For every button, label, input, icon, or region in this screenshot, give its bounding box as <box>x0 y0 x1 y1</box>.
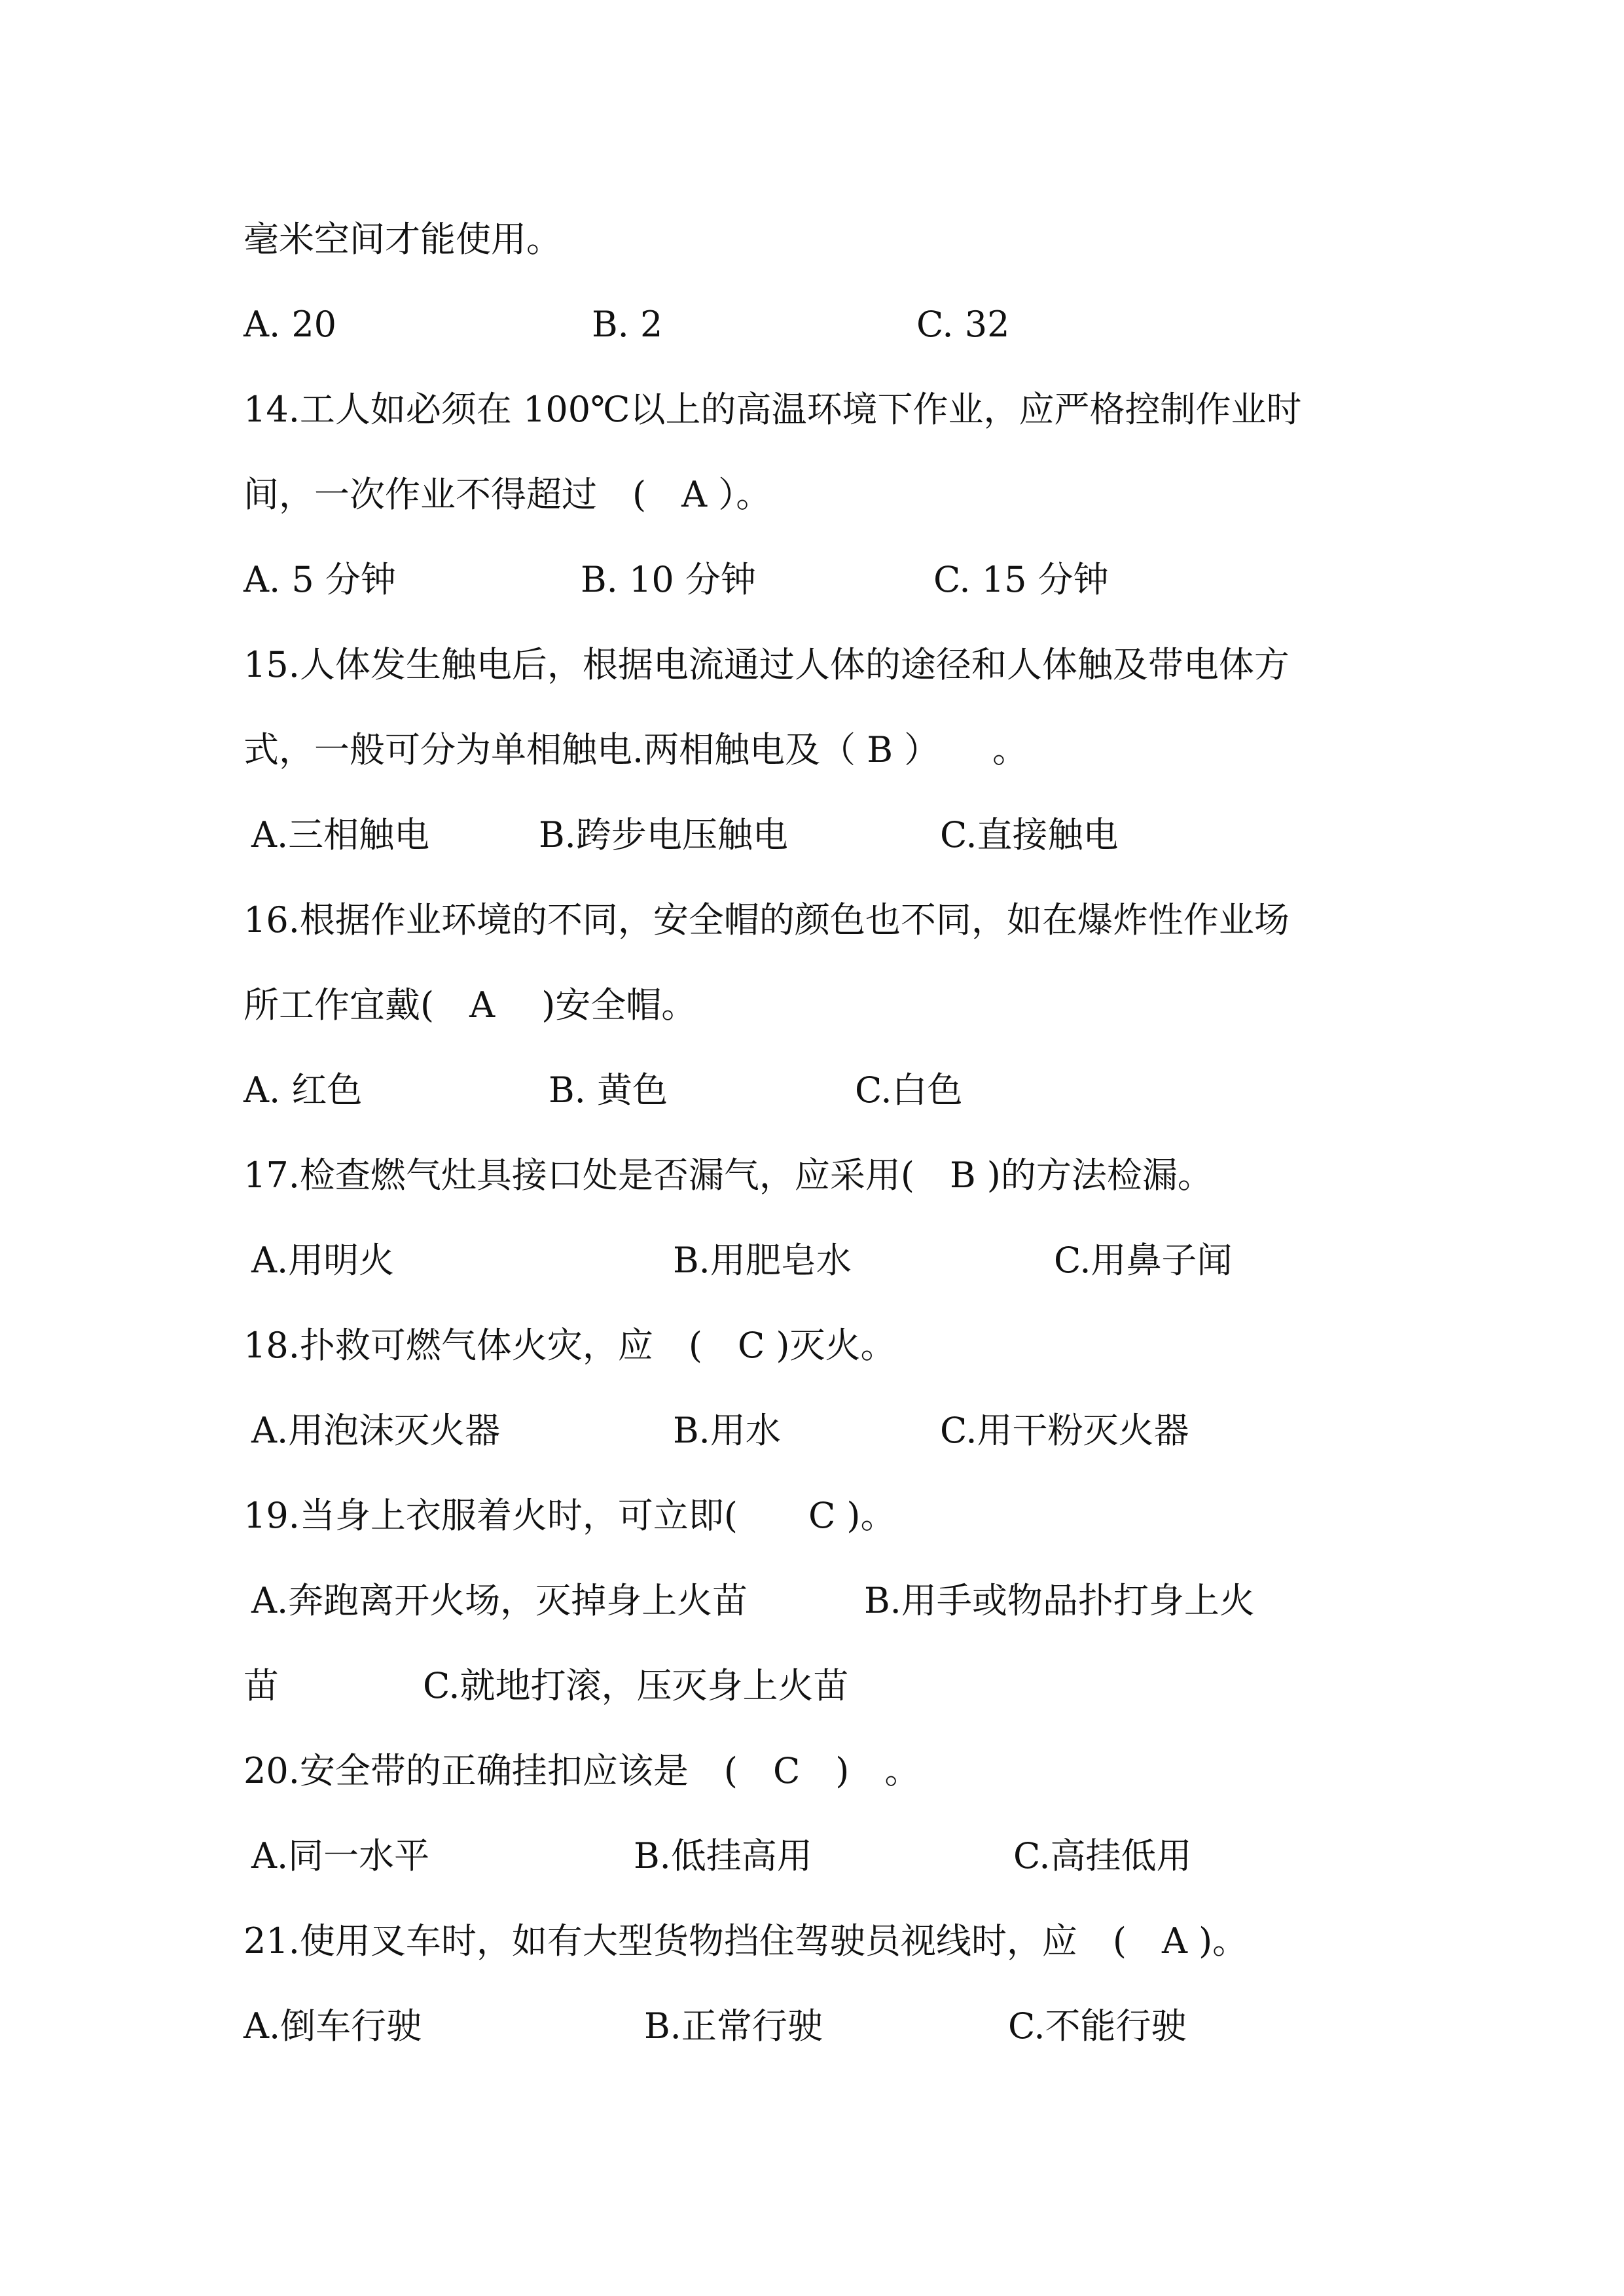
question-13-continuation: 毫米空间才能使用。 <box>244 219 562 260</box>
q19-option-c: C.就地打滚，压灭身上火苗 <box>423 1665 849 1706</box>
q15-option-b: B.跨步电压触电 <box>539 814 788 855</box>
q16-option-c: C.白色 <box>855 1069 963 1111</box>
q18-option-c: C.用干粉灭火器 <box>940 1410 1189 1451</box>
question-15-line-1: 15.人体发生触电后，根据电流通过人体的途径和人体触及带电体方 <box>244 644 1290 685</box>
q19-option-b-wrap: 苗 <box>244 1665 279 1706</box>
q16-option-a: A. 红色 <box>244 1069 363 1111</box>
q15-option-a: A.三相触电 <box>251 814 430 855</box>
q17-option-b: B.用肥皂水 <box>673 1240 852 1281</box>
question-18-line-1: 18.扑救可燃气体火灾，应 ( C )灭火。 <box>244 1325 896 1366</box>
q13-option-b: B. 2 <box>592 304 663 345</box>
question-17-line-1: 17.检查燃气灶具接口处是否漏气，应采用( B )的方法检漏。 <box>244 1155 1213 1196</box>
question-16-line-1: 16.根据作业环境的不同，安全帽的颜色也不同，如在爆炸性作业场 <box>244 899 1290 941</box>
q18-option-b: B.用水 <box>673 1410 781 1451</box>
question-20-line-1: 20.安全带的正确挂扣应该是 ( C ) 。 <box>244 1750 920 1791</box>
q21-option-b: B.正常行驶 <box>644 2005 823 2047</box>
q20-option-c: C.高挂低用 <box>1013 1835 1192 1876</box>
q14-option-c: C. 15 分钟 <box>933 559 1109 600</box>
q20-option-b: B.低挂高用 <box>634 1835 812 1876</box>
q13-option-c: C. 32 <box>916 304 1010 345</box>
question-15-line-2: 式，一般可分为单相触电.两相触电及（ B ） 。 <box>244 729 1028 770</box>
question-14-line-1: 14.工人如必须在 100℃以上的高温环境下作业，应严格控制作业时 <box>244 389 1302 430</box>
question-16-line-2: 所工作宜戴( A )安全帽。 <box>244 984 697 1026</box>
q13-option-a: A. 20 <box>244 304 337 345</box>
question-14-line-2: 间，一次作业不得超过 ( A ）。 <box>244 474 772 515</box>
q16-option-b: B. 黄色 <box>549 1069 668 1111</box>
question-19-line-1: 19.当身上衣服着火时，可立即( C )。 <box>244 1495 896 1536</box>
q17-option-a: A.用明火 <box>251 1240 395 1281</box>
q20-option-a: A.同一水平 <box>251 1835 430 1876</box>
q21-option-a: A.倒车行驶 <box>244 2005 422 2047</box>
q21-option-c: C.不能行驶 <box>1008 2005 1187 2047</box>
question-21-line-1: 21.使用叉车时，如有大型货物挡住驾驶员视线时，应 ( A )。 <box>244 1920 1248 1962</box>
q19-option-a: A.奔跑离开火场，灭掉身上火苗 <box>251 1580 748 1621</box>
q19-option-b: B.用手或物品扑打身上火 <box>864 1580 1255 1621</box>
q14-option-a: A. 5 分钟 <box>244 559 396 600</box>
q15-option-c: C.直接触电 <box>940 814 1119 855</box>
q17-option-c: C.用鼻子闻 <box>1054 1240 1233 1281</box>
q14-option-b: B. 10 分钟 <box>581 559 756 600</box>
q18-option-a: A.用泡沫灭火器 <box>251 1410 501 1451</box>
